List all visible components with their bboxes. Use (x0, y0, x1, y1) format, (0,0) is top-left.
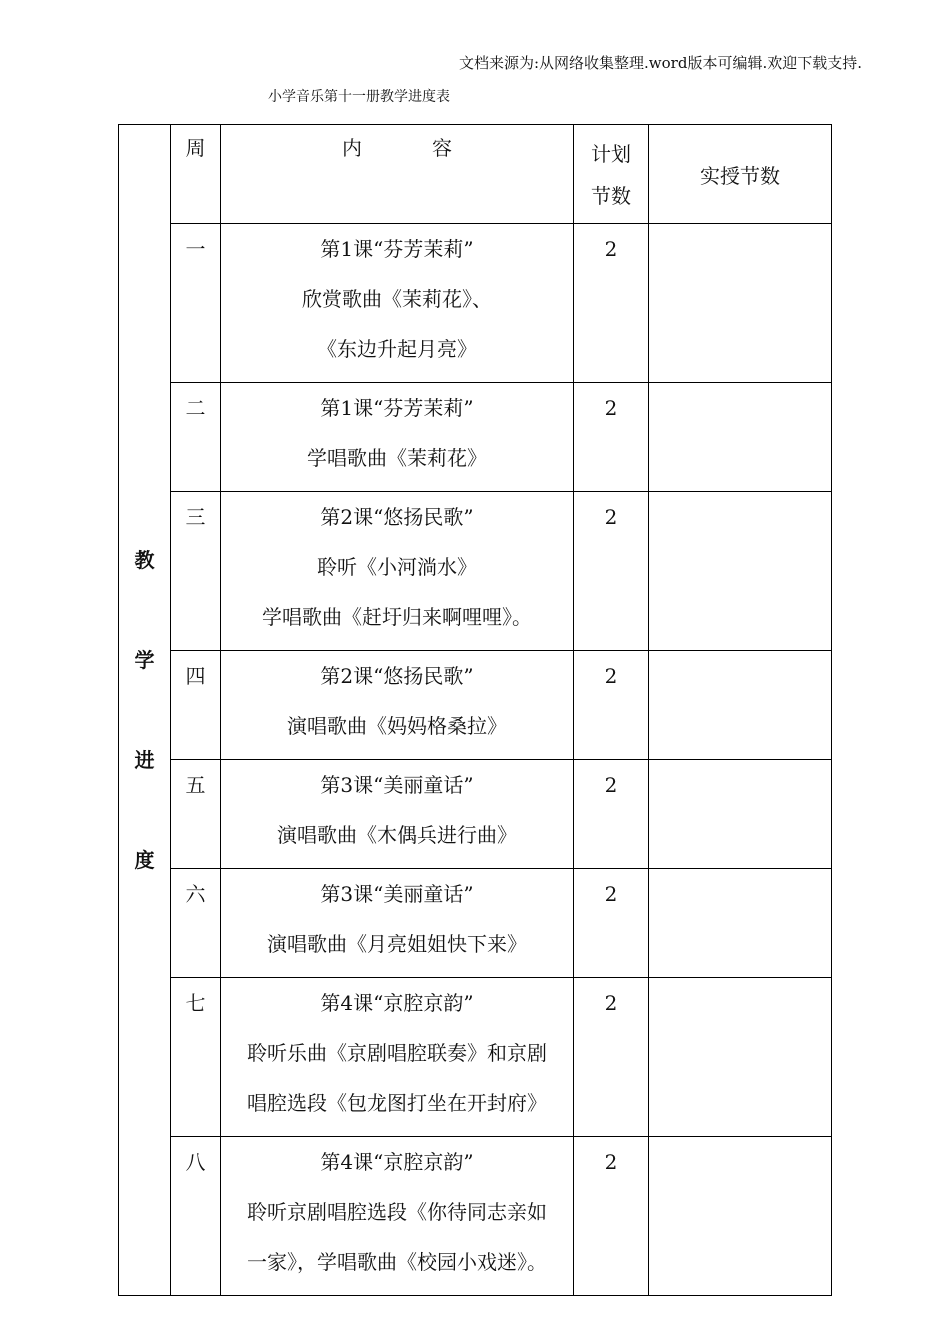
actual-hours-cell (649, 978, 832, 1137)
week-cell: 六 (171, 869, 221, 978)
plan-hours-cell: 2 (574, 978, 649, 1137)
actual-hours-cell (649, 760, 832, 869)
content-line: 一家》，学唱歌曲《校园小戏迷》。 (247, 1250, 547, 1274)
table-row (119, 651, 832, 760)
schedule-table (118, 124, 832, 1296)
plan-hours-cell: 2 (574, 383, 649, 492)
content-line: 第1课“芬芳茉莉” (320, 396, 474, 420)
plan-hours-cell: 2 (574, 869, 649, 978)
content-line: 第4课“京腔京韵” (320, 1150, 474, 1174)
side-label-char: 进 (134, 748, 155, 772)
column-header-plan-line1: 计划 (591, 142, 631, 166)
content-line: 聆听京剧唱腔选段《你待同志亲如 (247, 1200, 547, 1224)
actual-hours-cell (649, 383, 832, 492)
column-header-actual: 实授节数 (649, 125, 832, 224)
table-row (119, 760, 832, 869)
content-line: 第3课“美丽童话” (320, 882, 474, 906)
week-cell: 一 (171, 224, 221, 383)
side-label-char: 教 (134, 548, 155, 572)
table-row (119, 383, 832, 492)
actual-hours-cell (649, 651, 832, 760)
content-line: 学唱歌曲《赶圩归来啊哩哩》。 (262, 605, 532, 629)
content-line: 演唱歌曲《木偶兵进行曲》 (277, 823, 517, 847)
column-header-week: 周 (171, 125, 221, 224)
content-cell (221, 978, 574, 1137)
plan-hours-cell: 2 (574, 224, 649, 383)
header-note: 文档来源为:从网络收集整理.word版本可编辑.欢迎下载支持. (458, 54, 862, 72)
content-line: 第2课“悠扬民歌” (320, 664, 474, 688)
content-cell (221, 651, 574, 760)
content-line: 唱腔选段《包龙图打坐在开封府》 (247, 1091, 547, 1115)
content-cell (221, 1137, 574, 1296)
content-line: 第3课“美丽童话” (320, 773, 474, 797)
side-label-char: 度 (134, 848, 155, 872)
actual-hours-cell (649, 492, 832, 651)
content-line: 第1课“芬芳茉莉” (320, 237, 474, 261)
week-cell: 四 (171, 651, 221, 760)
content-line: 第2课“悠扬民歌” (320, 505, 474, 529)
week-cell: 三 (171, 492, 221, 651)
side-label-char: 学 (134, 648, 155, 672)
content-line: 欣赏歌曲《茉莉花》、 (302, 287, 492, 311)
content-line: 聆听乐曲《京剧唱腔联奏》和京剧 (247, 1041, 547, 1065)
side-label-cell (119, 125, 171, 1296)
plan-hours-cell: 2 (574, 651, 649, 760)
week-cell: 五 (171, 760, 221, 869)
column-header-content: 内容 (221, 125, 574, 224)
content-cell (221, 760, 574, 869)
plan-hours-cell: 2 (574, 760, 649, 869)
table-row (119, 1137, 832, 1296)
table-row (119, 224, 832, 383)
content-cell (221, 224, 574, 383)
column-header-plan (574, 125, 649, 224)
content-line: 演唱歌曲《月亮姐姐快下来》 (267, 932, 527, 956)
table-header-row (119, 125, 832, 224)
plan-hours-cell: 2 (574, 492, 649, 651)
content-line: 演唱歌曲《妈妈格桑拉》 (287, 714, 507, 738)
actual-hours-cell (649, 869, 832, 978)
actual-hours-cell (649, 224, 832, 383)
week-cell: 二 (171, 383, 221, 492)
content-cell (221, 383, 574, 492)
content-line: 第4课“京腔京韵” (320, 991, 474, 1015)
content-line: 《东边升起月亮》 (317, 337, 477, 361)
content-cell (221, 492, 574, 651)
table-row (119, 869, 832, 978)
column-header-plan-line2: 节数 (591, 184, 631, 208)
week-cell: 八 (171, 1137, 221, 1296)
content-line: 学唱歌曲《茉莉花》 (307, 446, 487, 470)
plan-hours-cell: 2 (574, 1137, 649, 1296)
actual-hours-cell (649, 1137, 832, 1296)
content-cell (221, 869, 574, 978)
week-cell: 七 (171, 978, 221, 1137)
table-row (119, 978, 832, 1137)
document-title: 小学音乐第十一册教学进度表 (268, 89, 450, 105)
table-row (119, 492, 832, 651)
content-line: 聆听《小河淌水》 (317, 555, 477, 579)
